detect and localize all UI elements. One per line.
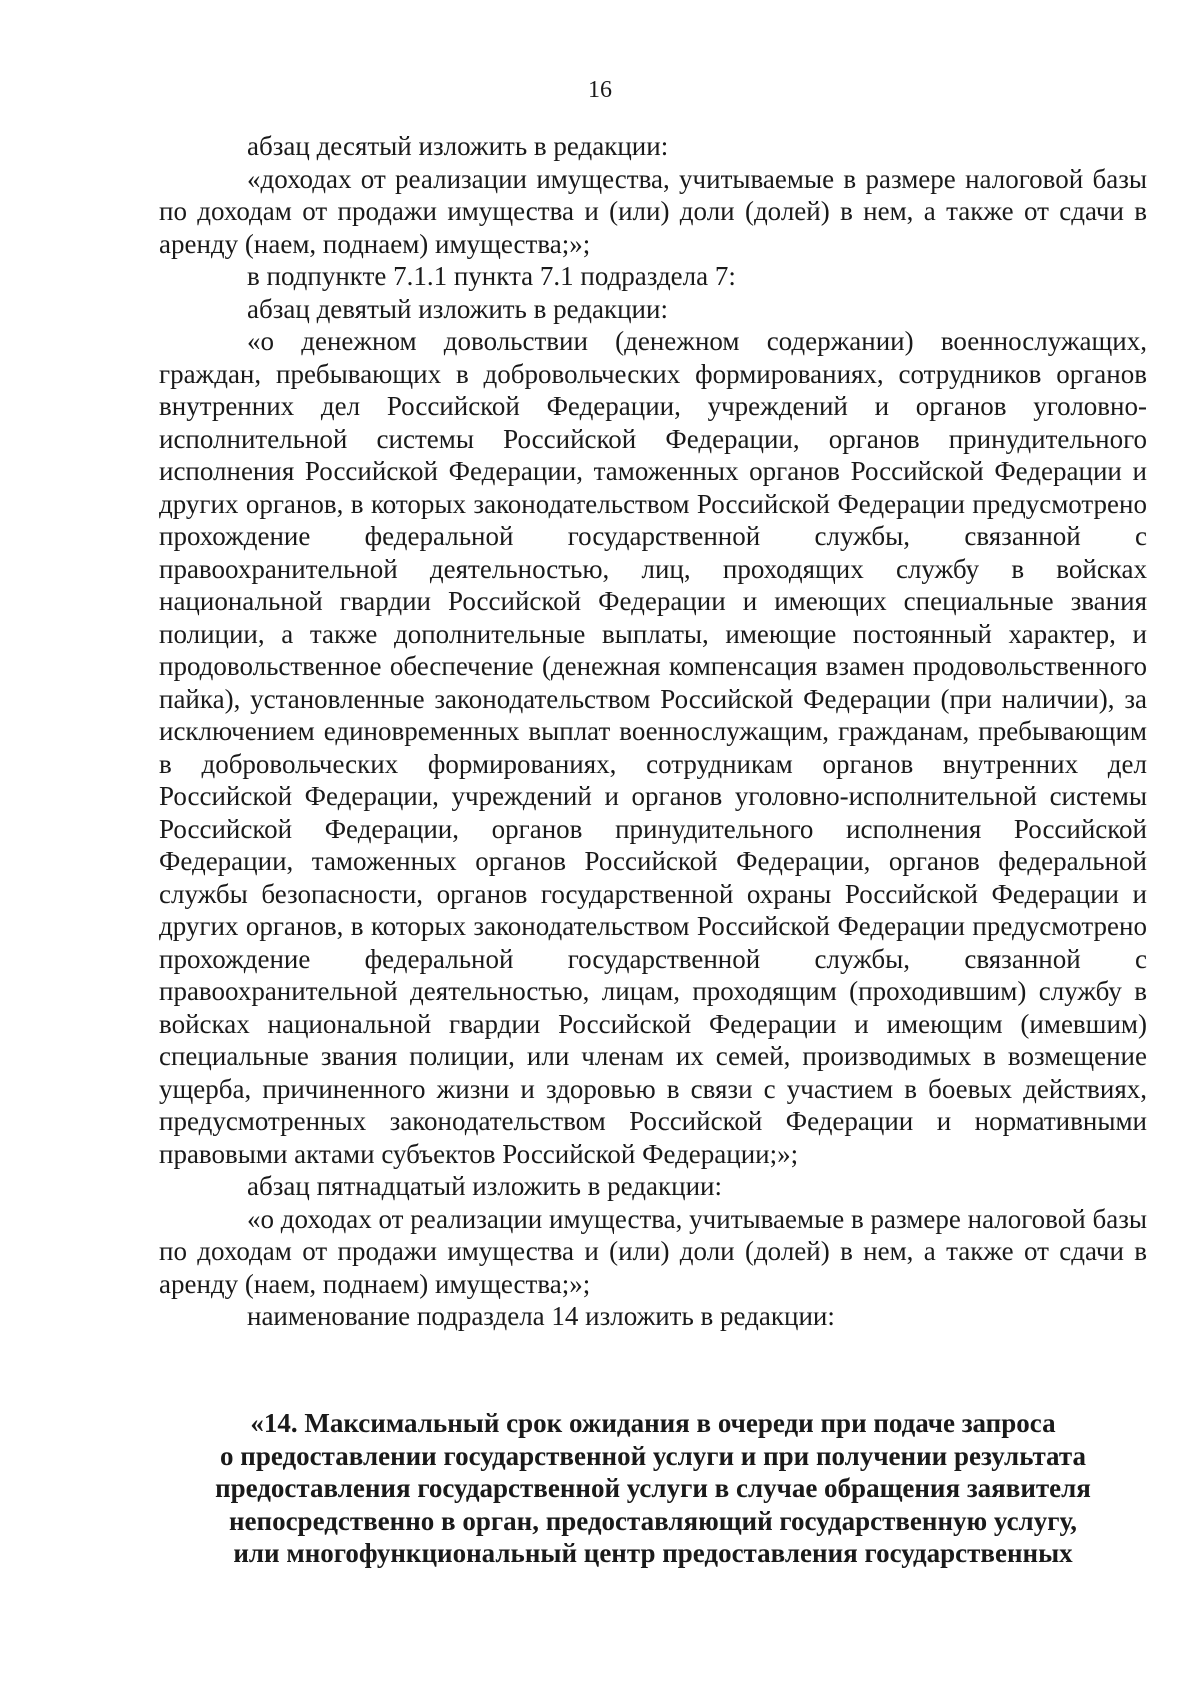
heading-line: предоставления государственной услуги в случае обращения заявителя xyxy=(215,1473,1091,1503)
paragraph-subsection-14-intro: наименование подраздела 14 изложить в редакции: xyxy=(247,1301,835,1331)
heading-line: или многофункциональный центр предоставления государственных xyxy=(233,1538,1073,1568)
heading-line: о предоставлении государственной услуги и при получении результата xyxy=(220,1440,1086,1471)
paragraph-fifteenth-abzac-text: «о доходах от реализации имущества, учитываемые в размере налоговой базы по доходам от продажи имущества и (или) доли (долей) в нем, а также от сдачи в аренду (наем, поднаем) имущества;»; xyxy=(159,1203,1147,1299)
paragraph-subpoint-7-1-1: в подпункте 7.1.1 пункта 7.1 подраздела 7: xyxy=(247,261,736,291)
paragraph-fifteenth-abzac-intro: абзац пятнадцатый изложить в редакции: xyxy=(247,1171,722,1201)
subsection-14-heading xyxy=(159,1407,1147,1570)
document-body xyxy=(159,130,1147,1333)
paragraph-tenth-abzac-text: «доходах от реализации имущества, учитываемые в размере налоговой базы по доходам от продажи имущества и (или) доли (долей) в нем, а также от сдачи в аренду (наем, поднаем) имущества;»; xyxy=(159,163,1147,259)
page-number: 16 xyxy=(588,77,612,103)
paragraph-tenth-abzac-intro: абзац десятый изложить в редакции: xyxy=(247,131,669,161)
paragraph-ninth-abzac-intro: абзац девятый изложить в редакции: xyxy=(247,293,668,324)
heading-line: непосредственно в орган, предоставляющий государственную услугу, xyxy=(228,1505,1078,1536)
paragraph-ninth-abzac-text: «о денежном довольствии (денежном содержании) военнослужащих, граждан, пребывающих в добровольческих формированиях, сотрудников органов внутренних дел Российской Федерации, учреждений и органов уголовно-исполнительной системы Российской Федерации, органов принудительного исполнения Российской Федерации, таможенных органов Российской Федерации и других органов, в которых законодательством Российской Федерации предусмотрено прохождение федеральной государственной службы, связанной с правоохранительной деятельностью, лиц, проходящих службу в войсках национальной гвардии Российской Федерации и имеющих специальные звания полиции, а также дополнительные выплаты, имеющие постоянный характер, и продовольственное обеспечение (денежная компенсация взамен продовольственного пайка), установленные законодательством Российской Федерации (при наличии), за исключением единовременных выплат военнослужащим, гражданам, пребывающим в добровольческих формированиях, сотрудникам органов внутренних дел Российской Федерации, учреждений и органов уголовно-исполнительной системы Российской Федерации, органов принудительного исполнения Российской Федерации, таможенных органов Российской Федерации, органов федеральной службы безопасности, органов государственной охраны Российской Федерации и других органов, в которых законодательством Российской Федерации предусмотрено прохождение федеральной государственной службы, связанной с правоохранительной деятельностью, лицам, проходящим (проходившим) службу в войсках национальной гвардии Российской Федерации и имеющим (имевшим) специальные звания полиции, или членам их семей, производимых в возмещение ущерба, причиненного жизни и здоровью в связи с участием в боевых действиях, предусмотренных законодательством Российской Федерации и нормативными правовыми актами субъектов Российской Федерации;»; xyxy=(159,326,1147,1169)
heading-line: «14. Максимальный срок ожидания в очереди при подаче запроса xyxy=(250,1408,1056,1438)
